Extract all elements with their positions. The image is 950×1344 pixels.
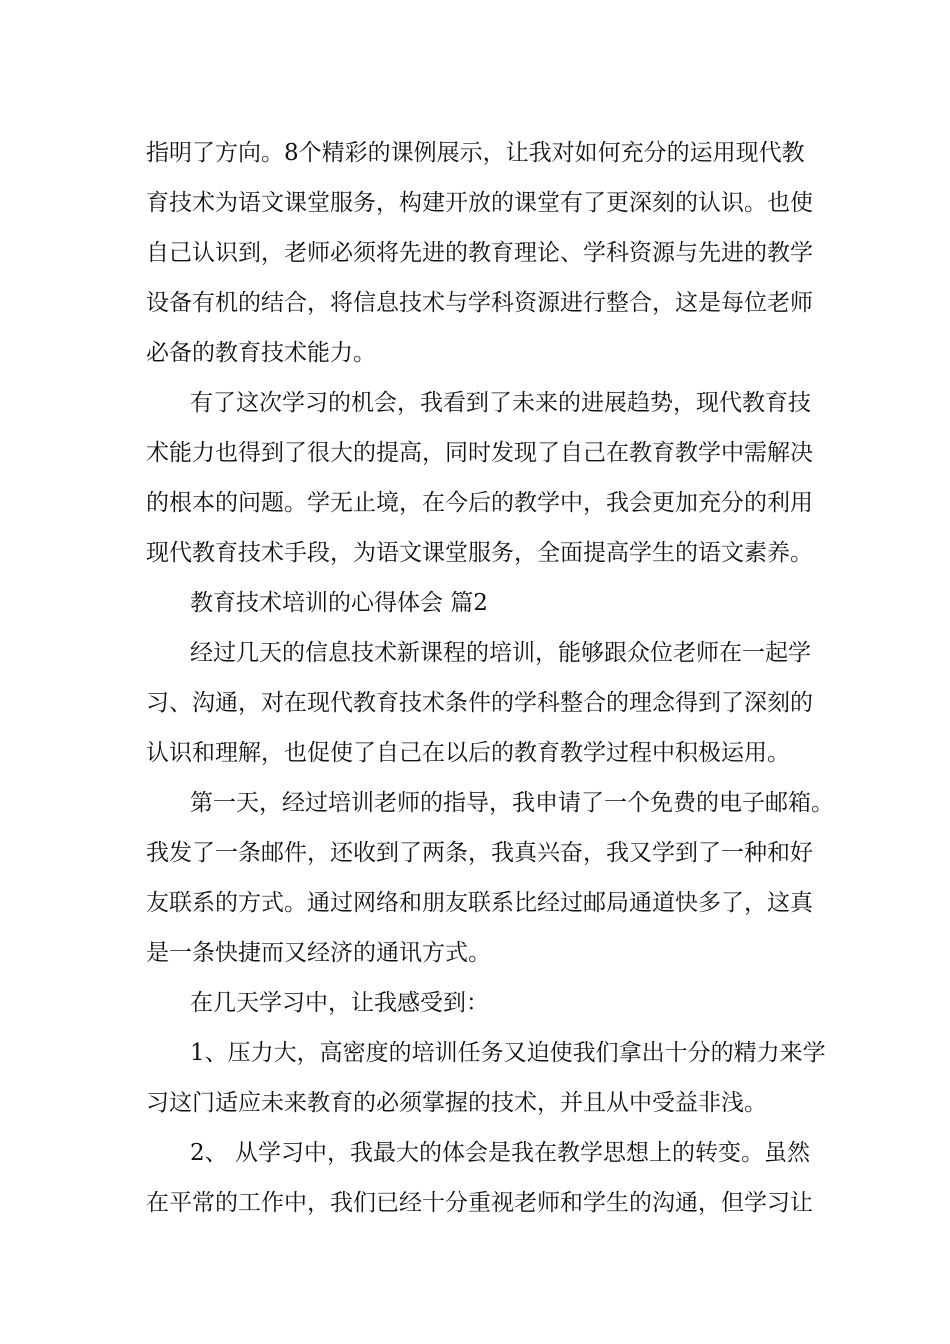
section-heading: 教育技术培训的心得体会 篇2 xyxy=(190,590,488,616)
text-line: 友联系的方式。通过网络和朋友联系比经过邮局通道快多了，这真 xyxy=(146,890,813,916)
text-line: 指明了方向。8个精彩的课例展示，让我对如何充分的运用现代教 xyxy=(146,140,805,166)
text-line: 是一条快捷而又经济的通讯方式。 xyxy=(146,940,491,966)
text-line: 在平常的工作中，我们已经十分重视老师和学生的沟通，但学习让 xyxy=(146,1190,813,1216)
paragraph-start-line: 有了这次学习的机会，我看到了未来的进展趋势，现代教育技 xyxy=(190,390,811,416)
paragraph-start-line: 在几天学习中，让我感受到： xyxy=(190,990,489,1016)
text-line: 现代教育技术手段，为语文课堂服务，全面提高学生的语文素养。 xyxy=(146,540,813,566)
paragraph-start-line: 经过几天的信息技术新课程的培训，能够跟众位老师在一起学 xyxy=(190,640,811,666)
text-line: 育技术为语文课堂服务，构建开放的课堂有了更深刻的认识。也使 xyxy=(146,190,813,216)
text-line: 自己认识到，老师必须将先进的教育理论、学科资源与先进的教学 xyxy=(146,240,813,266)
text-line: 术能力也得到了很大的提高，同时发现了自己在教育教学中需解决 xyxy=(146,440,813,466)
text-line: 设备有机的结合，将信息技术与学科资源进行整合，这是每位老师 xyxy=(146,290,813,316)
text-line: 认识和理解，也促使了自己在以后的教育教学过程中积极运用。 xyxy=(146,740,790,766)
paragraph-start-line: 第一天，经过培训老师的指导，我申请了一个免费的电子邮箱。 xyxy=(190,790,834,816)
text-line: 的根本的问题。学无止境，在今后的教学中，我会更加充分的利用 xyxy=(146,490,813,516)
text-line: 我发了一条邮件，还收到了两条，我真兴奋，我又学到了一种和好 xyxy=(146,840,813,866)
list-item-line: 1、压力大，高密度的培训任务又迫使我们拿出十分的精力来学 xyxy=(190,1040,826,1066)
list-item-line: 2、 从学习中，我最大的体会是我在教学思想上的转变。虽然 xyxy=(190,1140,810,1166)
text-line: 必备的教育技术能力。 xyxy=(146,340,376,366)
text-line: 习这门适应未来教育的必须掌握的技术，并且从中受益非浅。 xyxy=(146,1090,767,1116)
text-line: 习、沟通，对在现代教育技术条件的学科整合的理念得到了深刻的 xyxy=(146,690,813,716)
